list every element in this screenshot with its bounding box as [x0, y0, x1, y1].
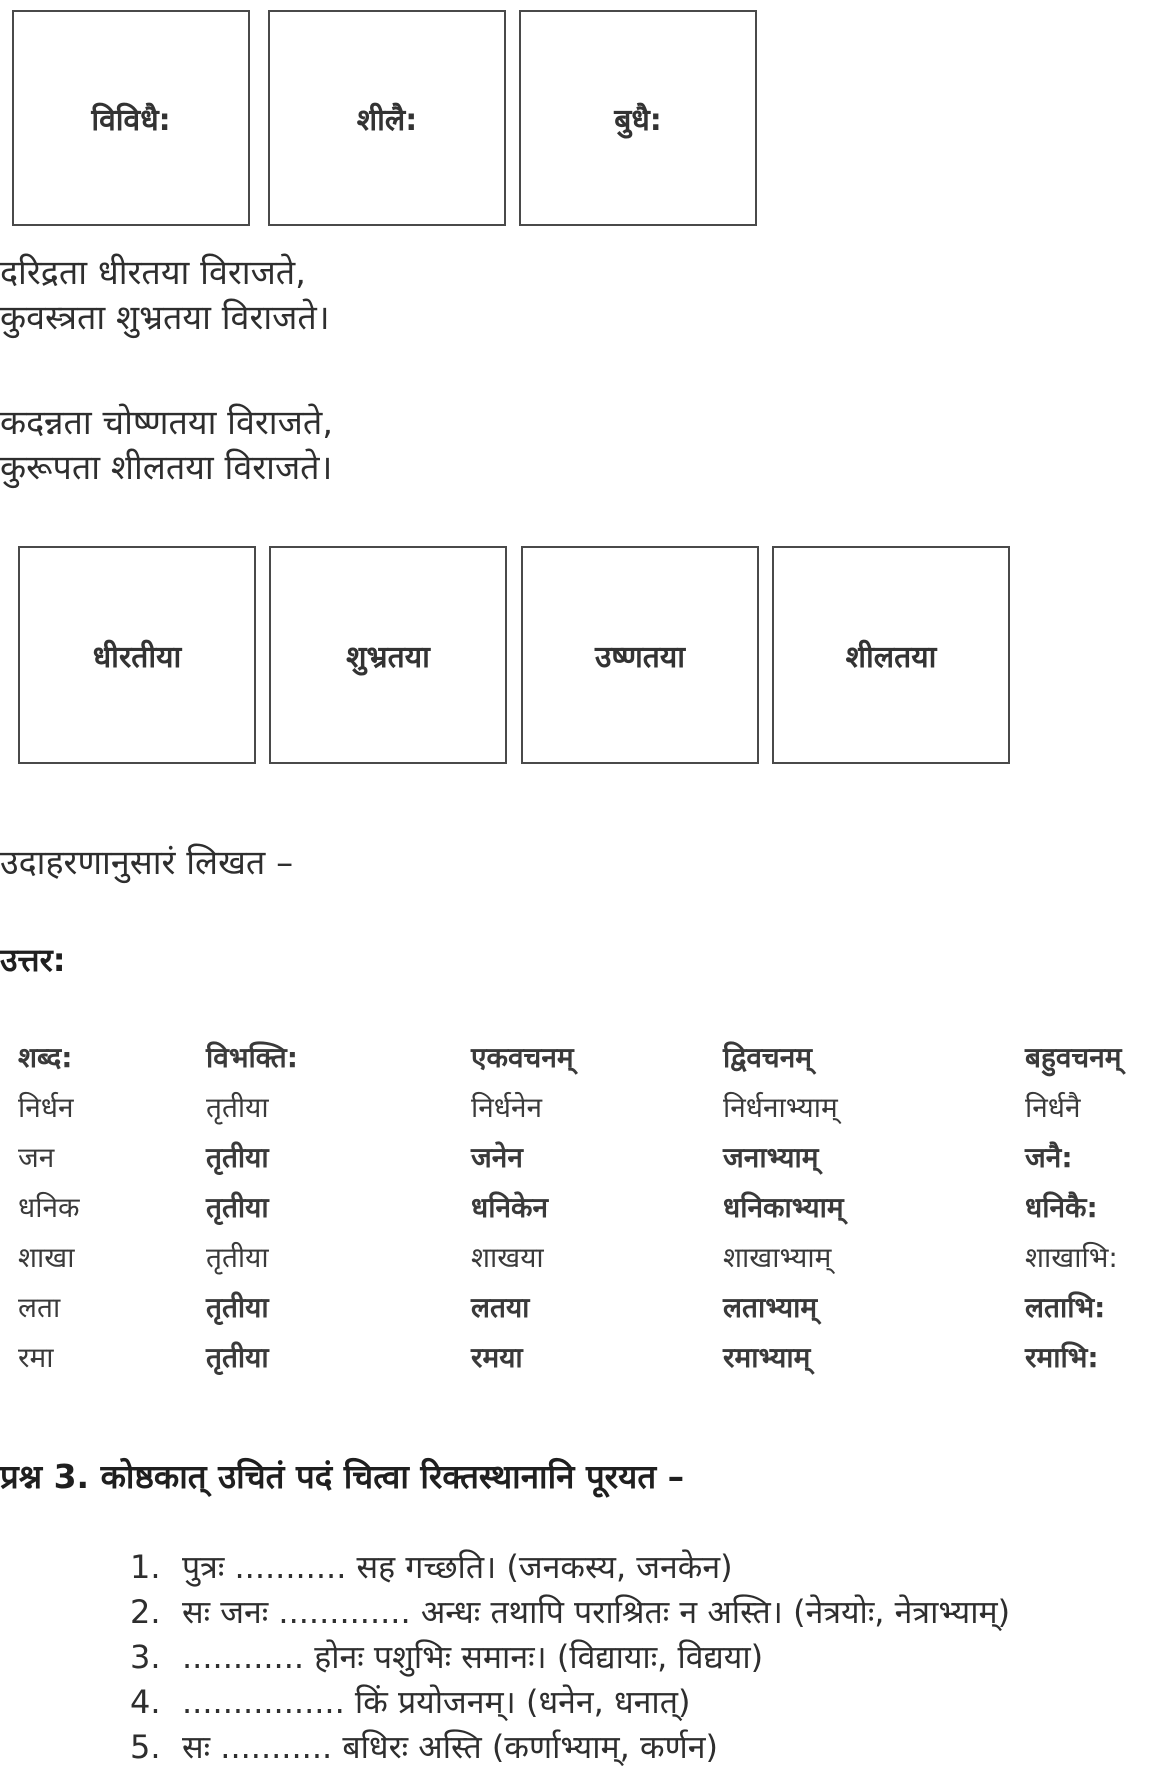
word-box-4: धीरतीया	[18, 546, 256, 764]
question-text: ................ किं प्रयोजनम्। (धनेन, धनात्)	[182, 1683, 691, 1721]
table-cell: जनै:	[1025, 1141, 1073, 1174]
table-cell: तृतीया	[206, 1141, 269, 1174]
header-cell: एकवचनम्	[471, 1041, 574, 1074]
table-cell: तृतीया	[206, 1241, 269, 1274]
verse-line: कुरूपता शीलतया विराजते।	[0, 448, 333, 488]
list-item	[130, 1590, 1010, 1635]
table-cell: लतया	[471, 1291, 530, 1324]
table-cell: तृतीया	[206, 1291, 269, 1324]
list-item	[130, 1545, 1010, 1590]
header-cell: द्विवचनम्	[723, 1041, 812, 1074]
table-cell: धनिकाभ्याम्	[723, 1191, 844, 1224]
question-number: 5.	[130, 1728, 161, 1766]
question-heading: प्रश्न 3. कोष्ठकात् उचितं पदं चित्वा रिक्तस्थानानि पूरयत –	[0, 1457, 685, 1496]
table-cell: रमाभि:	[1025, 1341, 1099, 1374]
table-cell: रमया	[471, 1341, 523, 1374]
table-row	[18, 1188, 1158, 1238]
table-row	[18, 1288, 1158, 1338]
table-cell: धनिकै:	[1025, 1191, 1098, 1224]
question-text: ............ होनः पशुभिः समानः। (विद्यायाः, विद्यया)	[182, 1638, 764, 1676]
word-box-2: शीलै:	[268, 10, 506, 226]
table-cell: निर्धनेन	[471, 1091, 543, 1124]
table-cell: तृतीया	[206, 1191, 269, 1224]
table-row	[18, 1238, 1158, 1288]
question-text: सः ........... बधिरः अस्ति (कर्णाभ्याम्, कर्णन)	[182, 1728, 718, 1766]
table-row	[18, 1338, 1158, 1388]
question-text: सः जनः ............. अन्धः तथापि पराश्रितः न अस्ति। (नेत्रयोः, नेत्राभ्याम्)	[182, 1593, 1011, 1631]
table-cell: तृतीया	[206, 1341, 269, 1374]
table-cell: लताभ्याम्	[723, 1291, 818, 1324]
question-list	[130, 1545, 1010, 1770]
question-number: 4.	[130, 1683, 161, 1721]
question-number: 1.	[130, 1548, 161, 1586]
table-cell: निर्धनै	[1025, 1091, 1081, 1124]
table-cell: रमा	[18, 1341, 54, 1374]
word-box-5: शुभ्रतया	[269, 546, 507, 764]
table-cell: रमाभ्याम्	[723, 1341, 811, 1374]
declension-table	[18, 1038, 1158, 1388]
table-row	[18, 1088, 1158, 1138]
word-box-1: विविधै:	[12, 10, 250, 226]
list-item	[130, 1635, 1010, 1680]
header-cell: बहुवचनम्	[1025, 1041, 1122, 1074]
verse-line: दरिद्रता धीरतया विराजते,	[0, 253, 306, 293]
table-cell: निर्धनाभ्याम्	[723, 1091, 838, 1124]
word-box-7: शीलतया	[772, 546, 1010, 764]
table-cell: शाखाभ्याम्	[723, 1241, 832, 1274]
table-cell: लता	[18, 1291, 61, 1324]
table-row	[18, 1138, 1158, 1188]
question-number: 3.	[130, 1638, 161, 1676]
question-text: पुत्रः ........... सह गच्छति। (जनकस्य, जनकेन)	[182, 1548, 733, 1586]
table-cell: तृतीया	[206, 1091, 269, 1124]
list-item	[130, 1680, 1010, 1725]
word-box-6: उष्णतया	[521, 546, 759, 764]
table-cell: धनिकेन	[471, 1191, 549, 1224]
header-cell: विभक्ति:	[206, 1041, 298, 1074]
table-cell: शाखा	[18, 1241, 75, 1274]
table-cell: शाखया	[471, 1241, 544, 1274]
header-cell: शब्द:	[18, 1041, 73, 1074]
table-cell: जन	[18, 1141, 55, 1174]
table-cell: लताभि:	[1025, 1291, 1106, 1324]
question-number: 2.	[130, 1593, 161, 1631]
table-header-row	[18, 1038, 1158, 1088]
verse-line: कदन्नता चोष्णतया विराजते,	[0, 403, 334, 443]
word-box-3: बुधै:	[519, 10, 757, 226]
verse-line: कुवस्त्रता शुभ्रतया विराजते।	[0, 298, 330, 338]
table-cell: जनेन	[471, 1141, 523, 1174]
table-cell: शाखाभि:	[1025, 1241, 1118, 1274]
table-cell: निर्धन	[18, 1091, 74, 1124]
list-item	[130, 1725, 1010, 1770]
answer-label: उत्तर:	[0, 941, 66, 979]
table-cell: जनाभ्याम्	[723, 1141, 819, 1174]
instruction-text: उदाहरणानुसारं लिखत –	[0, 843, 294, 883]
table-cell: धनिक	[18, 1191, 80, 1224]
